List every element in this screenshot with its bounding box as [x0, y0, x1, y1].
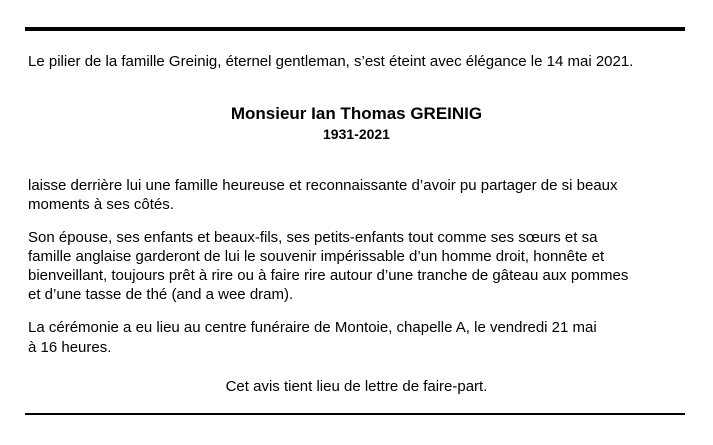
paragraph-3-line-1: La cérémonie a eu lieu au centre funéraire de Montoie, chapelle A, le vendredi 21 mai	[28, 319, 597, 336]
bottom-divider	[25, 413, 685, 415]
paragraph-2-line-3: bienveillant, toujours prêt à rire ou à faire rire autour d’une tranche de gâteau aux pommes	[28, 267, 629, 284]
top-divider	[25, 27, 685, 31]
paragraph-3-line-2: à 16 heures.	[28, 339, 112, 356]
deceased-name: Monsieur Ian Thomas GREINIG	[230, 104, 483, 123]
paragraph-2-line-1: Son épouse, ses enfants et beaux-fils, ses petits-enfants tout comme ses sœurs et sa	[28, 229, 598, 246]
closing-text: Cet avis tient lieu de lettre de faire-part.	[225, 378, 488, 395]
deceased-years: 1931-2021	[323, 126, 390, 142]
paragraph-2-line-2: famille anglaise garderont de lui le souvenir impérissable d’un homme droit, honnête et	[28, 248, 605, 265]
paragraph-1-line-1: laisse derrière lui une famille heureuse et reconnaissante d’avoir pu partager de si beaux	[28, 177, 618, 194]
paragraph-1-line-2: moments à ses côtés.	[28, 196, 174, 213]
paragraph-2-line-4: et d’une tasse de thé (and a wee dram).	[28, 286, 294, 303]
intro-text: Le pilier de la famille Greinig, éternel gentleman, s’est éteint avec élégance le 14 mai 2021.	[28, 53, 634, 70]
